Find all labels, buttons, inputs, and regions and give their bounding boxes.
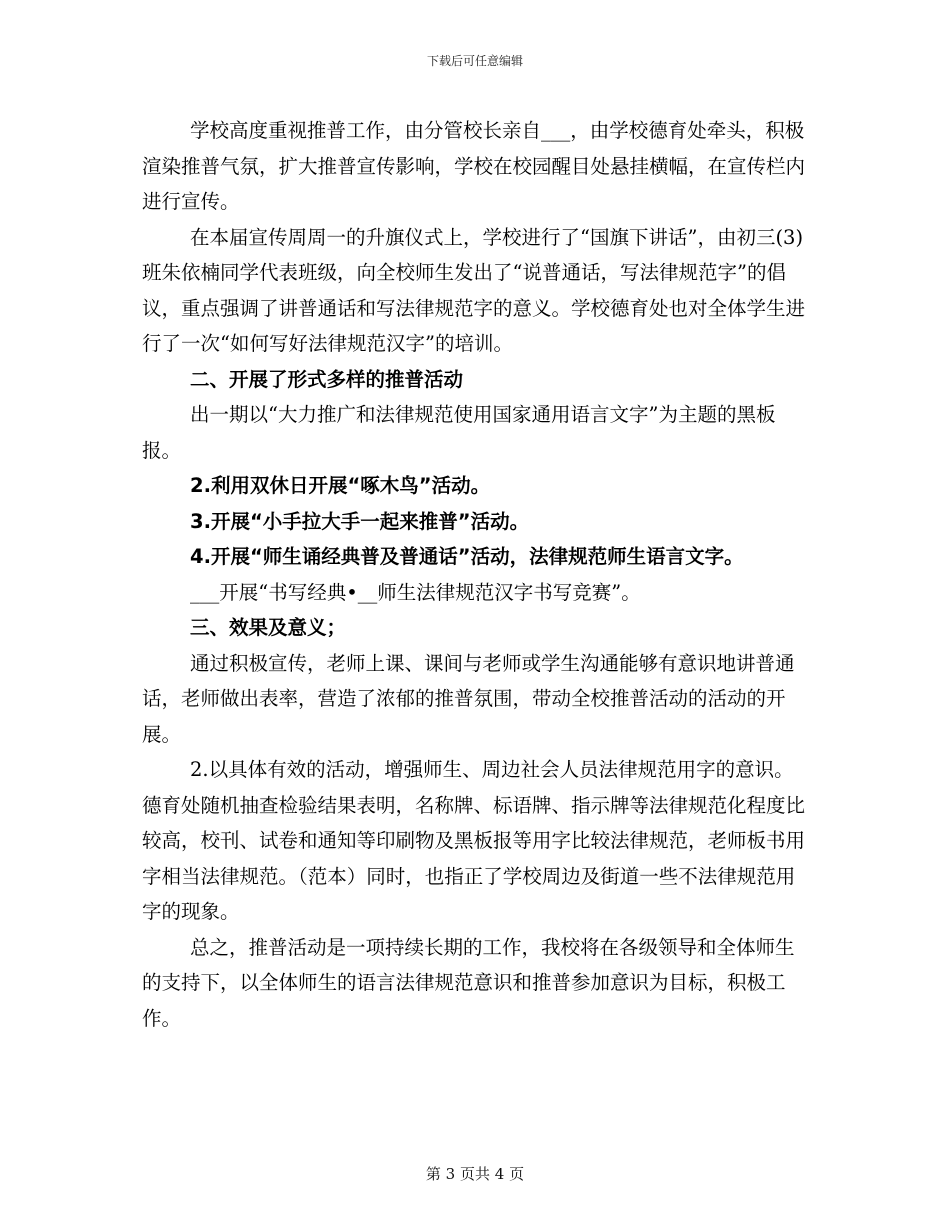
paragraph-writing-contest: ___开展“书写经典•__师生法律规范汉字书写竞赛”。 xyxy=(190,580,641,604)
paragraph-effects-speaking: 通过积极宣传，老师上课、课间与老师或学生沟通能够有意识地讲普通话，老师做出表率，营造了浓郁的推普氛围，带动全校推普活动的活动的开展。 xyxy=(142,651,795,746)
paragraph-blackboard: 出一期以“大力推广和法律规范使用国家通用语言文字”为主题的黑板报。 xyxy=(142,403,776,462)
document-body xyxy=(142,113,807,1036)
paragraph-effects-writing: 2.以具体有效的活动，增强师生、周边社会人员法律规范用字的意识。德育处随机抽查检验结果表明，名称牌、标语牌、指示牌等法律规范化程度比较高，校刊、试卷和通知等印刷物及黑板报等用字比较法律规范，老师板书用字相当法律规范。（范本）同时，也指正了学校周边及街道一些不法律规范用字的现象。 xyxy=(142,758,806,923)
list-item-classics-recital: 4.开展“师生诵经典普及普通话”活动，法律规范师生语言文字。 xyxy=(190,545,744,568)
section-heading-activities: 二、开展了形式多样的推普活动 xyxy=(190,367,464,391)
section-heading-effects: 三、效果及意义； xyxy=(190,616,347,639)
page-header: 下载后可任意编辑 xyxy=(426,54,523,68)
list-item-hand-in-hand: 3.开展“小手拉大手一起来推普”活动。 xyxy=(190,509,530,533)
paragraph-promotion-leadership: 学校高度重视推普工作，由分管校长亲自___，由学校德育处牵头，积极渲染推普气氛，扩大推普宣传影响，学校在校园醒目处悬挂横幅，在宣传栏内进行宣传。 xyxy=(142,119,806,213)
list-item-woodpecker: 2.利用双休日开展“啄木鸟”活动。 xyxy=(190,474,491,497)
page-footer: 第 3 页共 4 页 xyxy=(425,1165,525,1183)
paragraph-flag-ceremony: 在本届宣传周周一的升旗仪式上，学校进行了“国旗下讲话”，由初三(3)班朱依楠同学代表班级，向全校师生发出了“说普通话，写法律规范字”的倡议，重点强调了讲普通话和写法律规范字的意义。学校德育处也对全体学生进行了一次“如何写好法律规范汉字”的培训。 xyxy=(142,225,806,355)
paragraph-conclusion: 总之，推普活动是一项持续长期的工作，我校将在各级领导和全体师生的支持下，以全体师生的语言法律规范意识和推普参加意识为目标，积极工作。 xyxy=(142,935,795,1030)
